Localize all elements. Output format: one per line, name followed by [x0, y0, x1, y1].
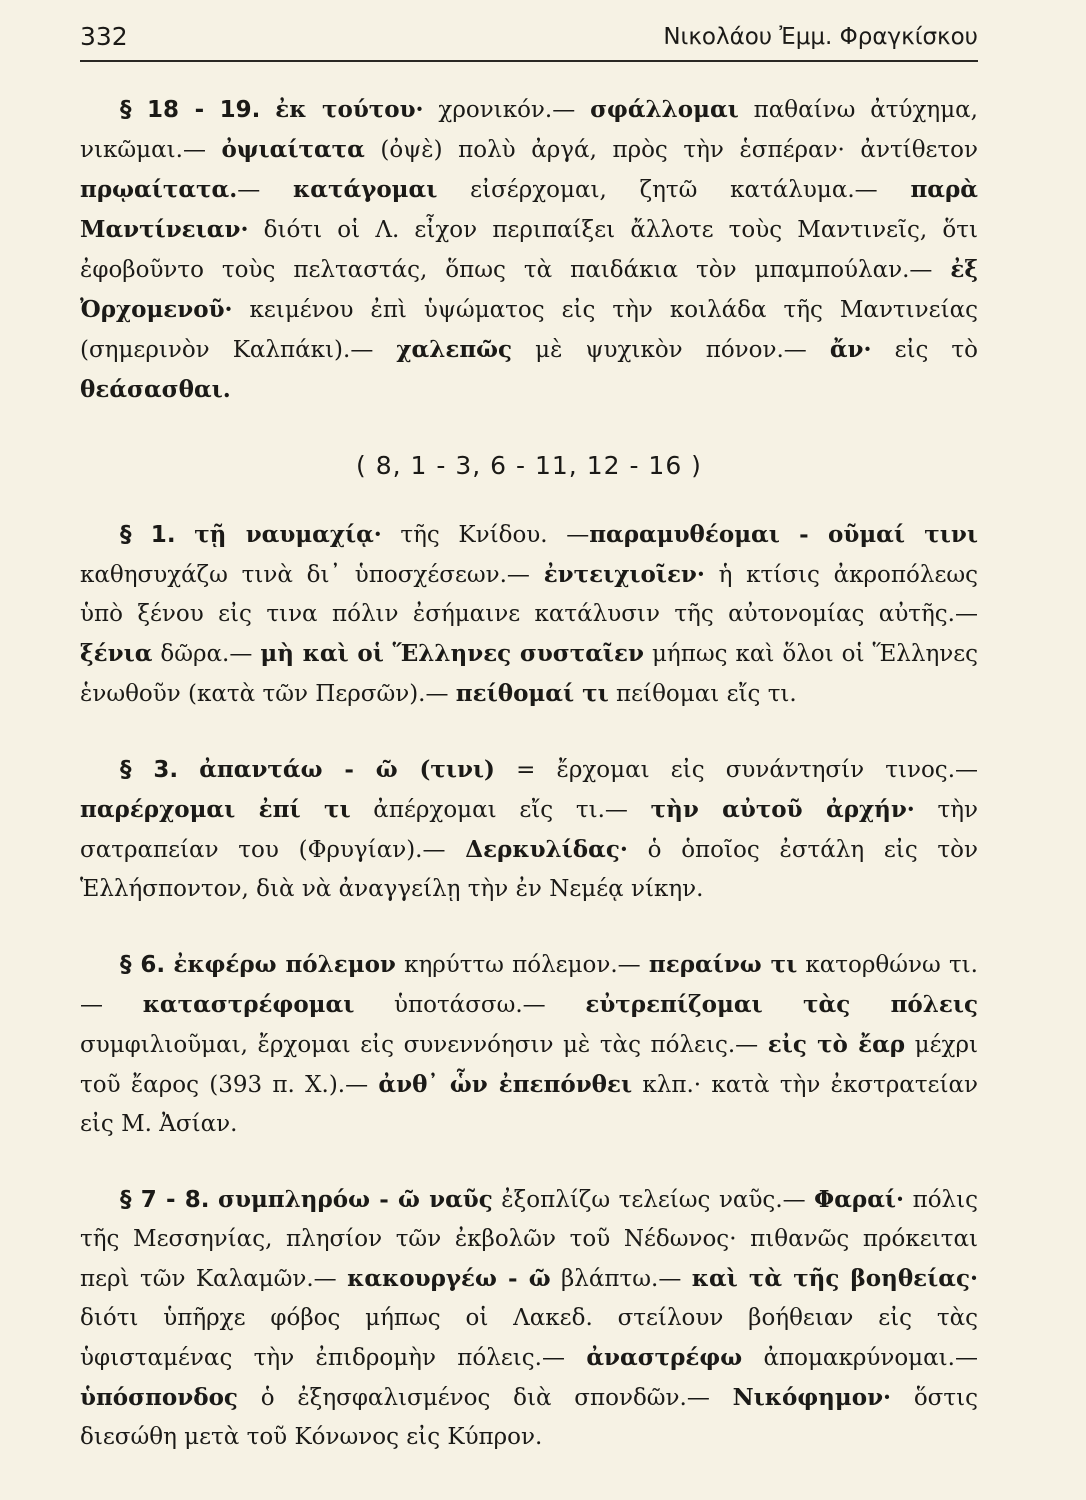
- lemma: μὴ καὶ οἱ Ἕλληνες συσταῖεν: [260, 640, 644, 667]
- lemma: ἐκ τούτου·: [275, 96, 424, 123]
- lemma: ἄν·: [829, 336, 872, 363]
- gloss-text: πείθομαι εἴς τι.: [608, 681, 797, 707]
- lemma: εἰς τὸ ἔαρ: [767, 1031, 906, 1058]
- gloss-text: διότι ὑπῆρχε φόβος μήπως οἱ Λακεδ. στείλουν βοήθειαν εἰς τὰς ὑφισταμένας τὴν ἐπιδρομὴν πόλεις.—: [80, 1305, 978, 1371]
- lemma: τὴν αὐτοῦ ἀρχήν·: [650, 796, 915, 823]
- lemma: θεάσασθαι.: [80, 376, 231, 403]
- gloss-text: παθαίνω ἀτύχημα, νικῶμαι.—: [80, 97, 978, 163]
- lemma: ξένια: [80, 640, 153, 667]
- lemma: καὶ τὰ τῆς βοηθείας·: [691, 1265, 979, 1292]
- gloss-text: κλπ.· κατὰ τὴν ἐκστρατείαν εἰς Μ. Ἀσίαν.: [80, 1072, 978, 1137]
- gloss-text: εἰσέρχομαι, ζητῶ κατάλυμα.—: [437, 177, 911, 203]
- section-number: § 3.: [120, 757, 179, 783]
- gloss-text: πόλις τῆς Μεσσηνίας, πλησίον τῶν ἐκβολῶν τοῦ Νέδωνος· πιθανῶς πρόκειται περὶ τῶν Καλαμῶν.—: [80, 1187, 979, 1292]
- gloss-text: κατορθώνω τι.—: [80, 952, 978, 1018]
- gloss-text: χρονικόν.—: [423, 97, 591, 123]
- paragraph-18-19: [80, 90, 978, 410]
- lemma: ἐξ Ὀρχομενοῦ·: [80, 256, 978, 323]
- gloss-text: μέχρι τοῦ ἔαρος (393 π. Χ.).—: [80, 1032, 978, 1098]
- lemma: σφάλλομαι: [590, 96, 739, 123]
- lemma: ἀνθ᾽ ὧν ἐπεπόνθει: [378, 1071, 633, 1098]
- gloss-text: ὑποτάσσω.—: [354, 992, 586, 1018]
- gloss-text: μὲ ψυχικὸν πόνον.—: [512, 337, 830, 363]
- gloss-text: [178, 757, 199, 783]
- gloss-text: = ἔρχομαι εἰς συνάντησίν τινος.—: [494, 757, 979, 783]
- gloss-text: συμφιλιοῦμαι, ἔρχομαι εἰς συνεννόησιν μὲ τὰς πόλεις.—: [80, 1032, 768, 1058]
- lemma: Νικόφημον·: [732, 1384, 892, 1411]
- lemma: χαλεπῶς: [396, 336, 513, 363]
- gloss-text: διότι οἱ Λ. εἶχον περιπαίξει ἄλλοτε τοὺς Μαντινεῖς, ὅτι ἐφοβοῦντο τοὺς πελταστάς, ὅπως τὰ παιδάκια τὸν μπαμπούλαν.—: [80, 217, 978, 283]
- gloss-text: εἰς τὸ: [871, 337, 979, 363]
- section-number: § 7 - 8.: [120, 1187, 210, 1213]
- lemma: τῇ ναυμαχίᾳ·: [194, 521, 382, 548]
- gloss-text: τὴν σατραπείαν του (Φρυγίαν).—: [80, 797, 979, 863]
- lemma: Δερκυλίδας·: [465, 836, 628, 863]
- lemma: Φαραί·: [814, 1186, 905, 1213]
- lemma: κακουργέω - ῶ: [347, 1265, 551, 1292]
- paragraph-6: [80, 945, 978, 1144]
- gloss-text: κηρύττω πόλεμον.—: [395, 952, 649, 978]
- gloss-text: (ὀψὲ) πολὺ ἀργά, πρὸς τὴν ἑσπέραν· ἀντίθετον: [364, 137, 979, 163]
- gloss-text: μήπως καὶ ὅλοι οἱ Ἕλληνες ἑνωθοῦν (κατὰ τῶν Περσῶν).—: [80, 641, 979, 707]
- gloss-text: κειμένου ἐπὶ ὑψώματος εἰς τὴν κοιλάδα τῆς Μαντινείας (σημερινὸν Καλπάκι).—: [80, 297, 978, 363]
- gloss-text: ὁ ὁποῖος ἐστάλη εἰς τὸν Ἑλλήσποντον, διὰ νὰ ἀναγγείλῃ τὴν ἐν Νεμέᾳ νίκην.: [80, 837, 978, 902]
- lemma: καταστρέφομαι: [142, 991, 355, 1018]
- gloss-text: τῆς Κνίδου. —: [381, 522, 590, 548]
- gloss-text: ἡ κτίσις ἀκροπόλεως ὑπὸ ξένου εἰς τινα πόλιν ἐσήμαινε κατάλυσιν τῆς αὐτονομίας αὐτῆς.—: [80, 562, 978, 627]
- lemma: παραμυθέομαι - οῦμαί τινι: [589, 521, 979, 548]
- gloss-text: [209, 1187, 218, 1213]
- lemma: ἐντειχιοῖεν·: [543, 561, 705, 588]
- lemma: πρῳαίτατα.: [80, 176, 238, 203]
- lemma: παρέρχομαι ἐπί τι: [80, 796, 351, 823]
- lemma: ὑπόσπονδος: [80, 1384, 238, 1411]
- paragraph-1: [80, 515, 978, 714]
- lemma: παρὰ Μαντίνειαν·: [80, 176, 978, 243]
- lemma: συμπληρόω - ῶ ναῦς: [218, 1186, 493, 1213]
- lemma: ἀπαντάω - ῶ (τινι): [199, 756, 495, 783]
- gloss-text: —: [237, 177, 294, 203]
- lemma: κατάγομαι: [293, 176, 438, 203]
- page-number: 332: [80, 22, 128, 51]
- gloss-text: [260, 97, 275, 123]
- section-number: § 1.: [120, 522, 176, 548]
- lemma: πείθομαί τι: [455, 680, 609, 707]
- gloss-text: δῶρα.—: [152, 641, 261, 667]
- gloss-text: [176, 522, 195, 548]
- paragraph-7-8: [80, 1180, 978, 1457]
- chapter-reference: ( 8, 1 - 3, 6 - 11, 12 - 16 ): [356, 451, 702, 480]
- gloss-text: ἐξοπλίζω τελείως ναῦς.—: [492, 1187, 815, 1213]
- gloss-text: βλάπτω.—: [550, 1266, 692, 1292]
- lemma: ἐκφέρω πόλεμον: [173, 951, 396, 978]
- gloss-text: ἀπομακρύνομαι.—: [742, 1345, 978, 1371]
- gloss-text: ὅστις διεσώθη μετὰ τοῦ Κόνωνος εἰς Κύπρον.: [80, 1385, 979, 1450]
- lemma: εὐτρεπίζομαι τὰς πόλεις: [585, 991, 978, 1018]
- commentary-text: [80, 90, 978, 1493]
- gloss-text: ἀπέρχομαι εἴς τι.—: [350, 797, 651, 823]
- lemma: ὀψιαίτατα: [221, 136, 365, 163]
- gloss-text: καθησυχάζω τινὰ δι᾽ ὑποσχέσεων.—: [80, 562, 544, 588]
- gloss-text: ὁ ἐξησφαλισμένος διὰ σπονδῶν.—: [237, 1385, 733, 1411]
- section-number: § 6.: [120, 952, 166, 978]
- lemma: περαίνω τι: [648, 951, 798, 978]
- paragraph-3: [80, 750, 978, 909]
- lemma: ἀναστρέφω: [586, 1344, 743, 1371]
- section-number: § 18 - 19.: [120, 97, 261, 123]
- page-header: [80, 20, 978, 62]
- running-head: Νικολάου Ἐμμ. Φραγκίσκου: [663, 24, 978, 50]
